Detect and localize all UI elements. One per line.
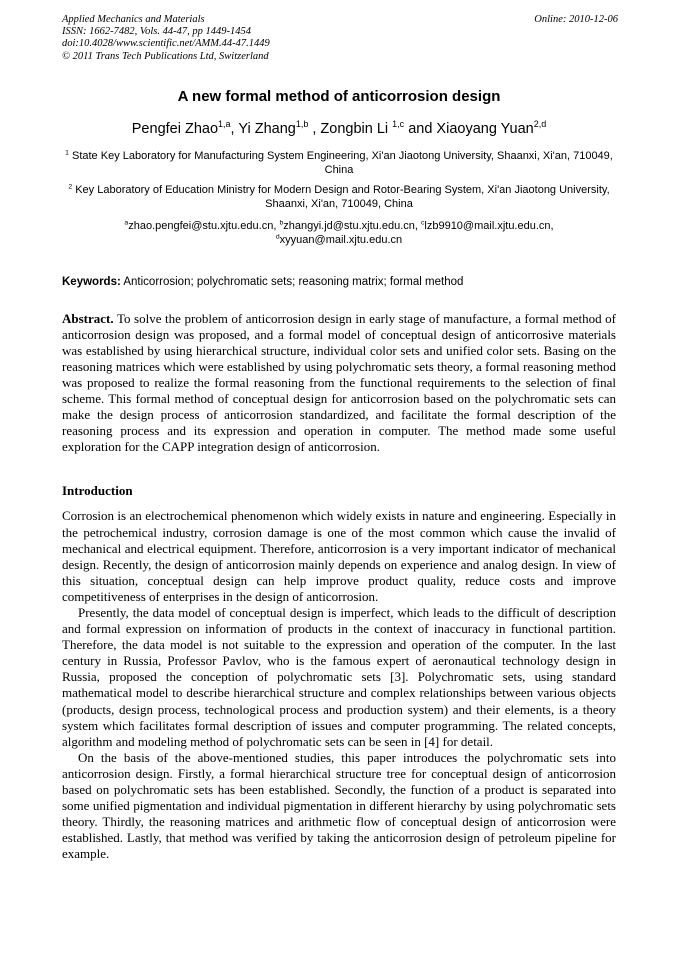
author [436,118,547,137]
journal-name: Applied Mechanics and Materials [62,14,205,25]
email-address: zhangyi.jd@stu.xjtu.edu.cn, [283,220,421,232]
author-affil-marker: 2,d [533,118,547,129]
intro-paragraph-1: Corrosion is an electrochemical phenomenon which widely exists in nature and engineering. Especially in the petrochemical industry, corrosion damage is one of the most common which cause the invalid of mechanical and electrical equipment. Therefore, anticorrosion is a very important indicator of mechanical design. Recently, the design of anticorrosion mainly depends on experience and analog design. In view of this situation, conceptual design can help improve product quality, reduce costs and improve competitiveness of enterprises in the design of anticorrosion. [62,508,616,604]
author-separator: , [308,120,321,137]
email [421,220,554,232]
author-emails [82,220,596,248]
keywords-text: Anticorrosion; polychromatic sets; reasoning matrix; formal method [120,275,464,288]
abstract-text: To solve the problem of anticorrosion design in early stage of manufacture, a formal method of anticorrosion design was proposed, and a formal model of conceptual design of anticorrosive materials was established by using hierarchical structure, individual color sets and unified color sets. Basing on the reasoning matrices which were established by using polychromatic sets theory, a formal reasoning method was proposed to realize the formal reasoning from the functional requirements to the selection of final scheme. This formal method of conceptual design for anticorrosion based on the polychromatic sets can make the design process of anticorrosion standardized, and facilitate the formal description of the reasoning process and its expression and operation in computer. The method made some useful exploration for the CAPP integration design of anticorrosion. [62,310,616,455]
affiliation-marker: 1 [65,149,69,157]
author-name: Xiaoyang Yuan [436,120,534,137]
email-address: zhao.pengfei@stu.xjtu.edu.cn, [128,220,280,232]
author-line [0,119,678,139]
author-affil-marker: 1,c [392,118,405,129]
copyright-line: © 2011 Trans Tech Publications Ltd, Switzerland [62,50,269,62]
email-address: xyyuan@mail.xjtu.edu.cn [279,233,403,246]
author [238,118,321,137]
intro-paragraph-3: On the basis of the above-mentioned studies, this paper introduces the polychromatic sets into anticorrosion design. Firstly, a formal hierarchical structure tree for conceptual design of anticorrosion based on polychromatic sets has been established. Secondly, the function of a product is separated into some unified pigmentation and individual pigmentation in different hierarchy by using polychromatic sets theory. Thirdly, the reasoning matrices and arithmetic flow of conceptual design of anticorrosion were established. Lastly, that method was verified by taking the anticorrosion design of petroleum pipeline for example. [62,749,616,862]
introduction-section [62,508,616,862]
issn-line: ISSN: 1662-7482, Vols. 44-47, pp 1449-1454 [62,26,251,38]
email-marker: c [420,219,425,227]
section-heading-introduction: Introduction [62,483,133,499]
paper-title: A new formal method of anticorrosion design [177,87,501,105]
journal-header [0,0,678,63]
keywords-label: Keywords: [62,275,121,288]
abstract-label: Abstract. [62,310,114,326]
email-marker: b [279,219,284,227]
affiliation-text: State Key Laboratory for Manufacturing System Engineering, Xi'an Jiaotong University, Shaanxi, Xi'an, 710049, China [68,149,613,176]
author [320,118,437,137]
affiliation-1 [61,150,617,178]
intro-paragraph-2: Presently, the data model of conceptual design is imperfect, which leads to the difficult of description and formal expression on information of products in the context of inaccuracy in functional partition. Therefore, the data model is not suitable to the expression and operation of the computer. In the last century in Russia, Professor Pavlov, who is the famous expert of aeronautical technology design in Russia, proposed the conception of polychromatic sets [3]. Polychromatic sets, using standard mathematical model to describe hierarchical structure and complex relationships between various objects (products, design process, technological process and production system) and their elements, is a theory system which facilitates formal description of issues and computer programming. The related concepts, algorithm and modeling method of polychromatic sets can be seen in [4] for detail. [62,605,616,749]
author-name: Zongbin Li [320,120,393,137]
email [276,234,402,246]
author-name: Pengfei Zhao [131,120,219,137]
abstract-paragraph [62,311,616,456]
author [131,118,239,137]
author-separator: and [404,120,437,137]
email [124,220,279,232]
keywords-line [62,275,616,289]
journal-header-left [62,14,270,63]
author-affil-marker: 1,a [218,118,231,129]
doi-line: doi:10.4028/www.scientific.net/AMM.44-47.1449 [62,38,270,50]
online-date: Online: 2010-12-06 [534,14,618,25]
email [279,220,421,232]
affiliation-marker: 2 [68,183,73,191]
email-marker: a [124,219,129,227]
affiliation-2 [61,184,617,212]
author-name: Yi Zhang [238,120,296,137]
affiliation-text: Key Laboratory of Education Ministry for Modern Design and Rotor-Bearing System, Xi'an Jiaotong University, Shaanxi, Xi'an, 710049, China [72,184,610,211]
author-affil-marker: 1,b [295,118,309,129]
author-separator: , [230,120,239,137]
abstract [62,311,616,456]
email-address: lzb9910@mail.xjtu.edu.cn, [424,220,554,232]
email-marker: d [275,233,280,241]
